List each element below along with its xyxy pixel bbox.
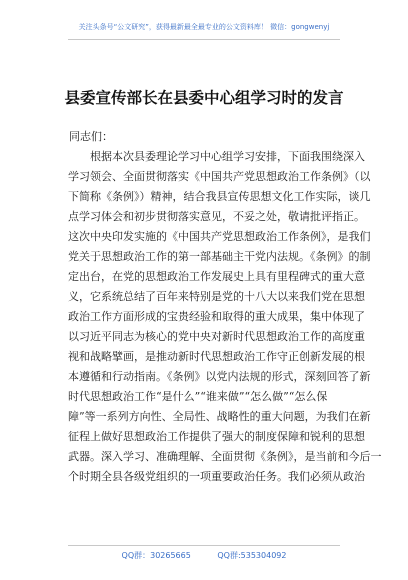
body-line: 党关于思想政治工作的第一部基础主干党内法规。《条例》的制 (68, 250, 371, 263)
body-line: 障”等一系列方向性、全局性、战略性的重大问题，为我们在新 (68, 410, 371, 423)
body-line: 时代思想政治工作“是什么”“谁来做”“怎么做”“怎么保 (68, 390, 328, 403)
body-line: 以习近平同志为核心的党中央对新时代思想政治工作的高度重 (68, 330, 365, 343)
body-line: 个时期全县各级党组织的一项重要政治任务。我们必须从政治 (68, 470, 365, 483)
body-line: 本遵循和行动指南。《条例》以党内法规的形式，深刻回答了新 (68, 370, 371, 383)
body-line: 学习领会、全面贯彻落实《中国共产党思想政治工作条例》（以 (68, 170, 371, 183)
body-line: 武器。深入学习、准确理解、全面贯彻《条例》，是当前和今后一 (68, 450, 382, 463)
body-line: 视和战略擘画，是推动新时代思想政治工作守正创新发展的根 (68, 350, 365, 363)
body-line: 政治工作方面形成的宝贵经验和取得的重大成果，集中体现了 (68, 310, 365, 323)
body-line: 下简称《条例》）精神，结合我县宣传思想文化工作实际，谈几 (68, 190, 371, 203)
footer-qq-group-1: QQ群：30265665 (121, 551, 191, 560)
footer-qq-group-2: QQ群:535304092 (217, 551, 287, 560)
body-line: 征程上做好思想政治工作提供了强大的制度保障和锐利的思想 (68, 430, 365, 443)
body-line: 点学习体会和初步贯彻落实意见，不妥之处，敬请批评指正。 (68, 210, 365, 223)
salutation: 同志们： (69, 130, 113, 143)
body-line: 这次中央印发实施的《中国共产党思想政治工作条例》，是我们 (68, 230, 371, 243)
header-note: 关注头条号“公文研究”，获得最新最全最专业的公文资料库！ 微信：gongwenyj (78, 23, 330, 31)
footer (0, 550, 408, 561)
body-line: 根据本次县委理论学习中心组学习安排，下面我围绕深入 (90, 150, 365, 163)
footer-divider (68, 545, 340, 546)
document-title: 县委宣传部长在县委中心组学习时的发言 (64, 88, 344, 107)
body-line: 义，它系统总结了百年来特别是党的十八大以来我们党在思想 (68, 290, 365, 303)
body-line: 定出台，在党的思想政治工作发展史上具有里程碑式的重大意 (68, 270, 365, 283)
header-divider (68, 39, 340, 40)
